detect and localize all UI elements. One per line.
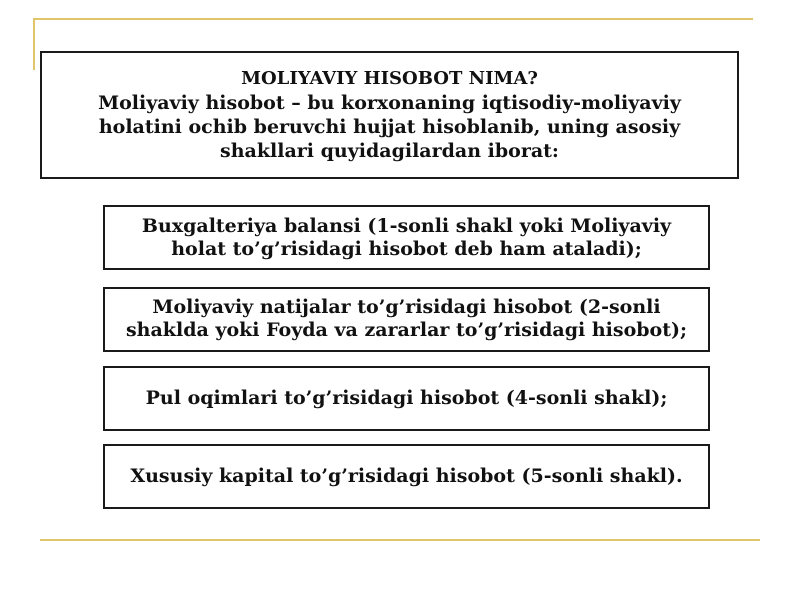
slide-description: Moliyaviy hisobot – bu korxonaning iqtisodiy-moliyaviy holatini ochib beruvchi hujjat hisoblanib, uning asosiy shakllari quyidagilardan iborat: (98, 92, 681, 162)
top-accent-rule (33, 18, 753, 20)
report-item-balance-sheet (103, 205, 710, 270)
report-item-label: Xususiy kapital to’g’risidagi hisobot (5-sonli shakl). (130, 465, 683, 487)
report-item-label: Buxgalteriya balansi (1-sonli shakl yoki Moliyaviy holat to’g’risidagi hisobot deb ham ataladi); (141, 214, 672, 260)
left-accent-rule (33, 18, 35, 70)
report-item-cash-flows (103, 366, 710, 431)
report-item-label: Moliyaviy natijalar to’g’risidagi hisobot (2-sonli shaklda yoki Foyda va zararlar to’g’risidagi hisobot); (125, 295, 687, 341)
bottom-accent-rule (40, 539, 760, 541)
report-item-equity (103, 444, 710, 509)
report-item-financial-results (103, 287, 710, 352)
report-item-label: Pul oqimlari to’g’risidagi hisobot (4-sonli shakl); (145, 387, 668, 409)
intro-box (40, 51, 739, 179)
slide-title: MOLIYAVIY HISOBOT NIMA? (241, 68, 538, 89)
